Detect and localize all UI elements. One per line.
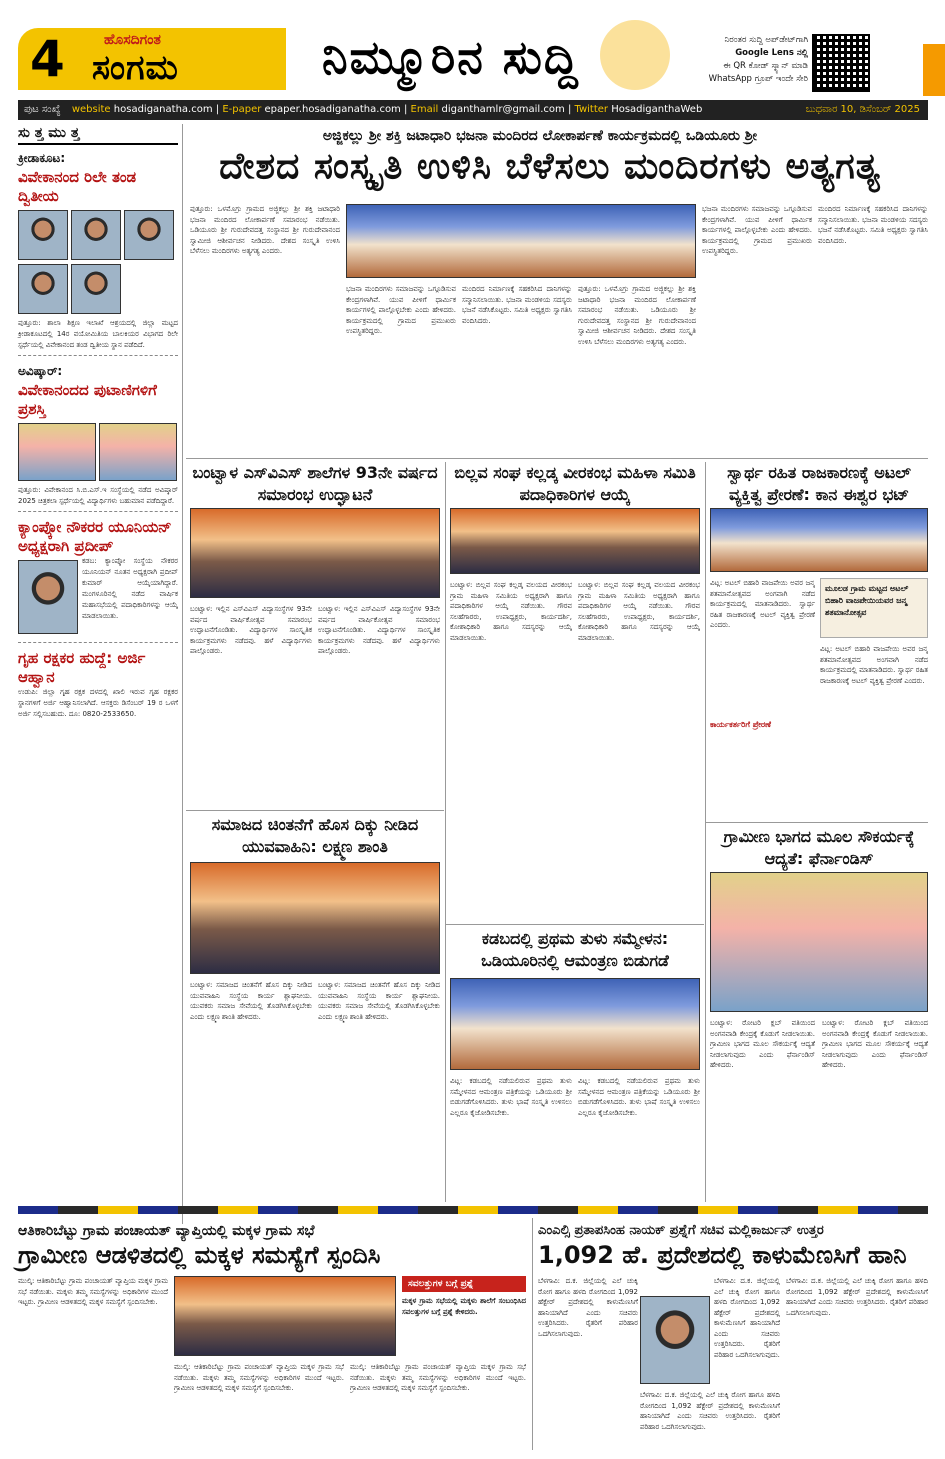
article-kicker-mla: ಎಂಎಲ್ಸಿ ಪ್ರತಾಪಸಿಂಹ ನಾಯಕ್ ಪ್ರಶ್ನೆಗೆ ಸಚಿವ ಮಲ್ಲಿಕಾರ್ಜುನ್ ಉತ್ತರ: [538, 1223, 824, 1238]
qr-code-icon[interactable]: [812, 34, 870, 92]
article-title: ಗೃಹ ರಕ್ಷಕರ ಹುದ್ದೆ: ಅರ್ಜಿ ಆಹ್ವಾನ: [18, 649, 146, 686]
twitter-label: Twitter: [574, 104, 609, 115]
row-divider: [446, 924, 704, 925]
left-column: [18, 124, 178, 1224]
article-title: ವಿವೇಕಾನಂದ ರಿಲೇ ತಂಡ ದ್ವಿತೀಯ: [18, 168, 137, 205]
atal-subhead: ಕಾರ್ಯಕರ್ತರಿಗೆ ಪ್ರೇರಣೆ: [710, 720, 771, 729]
student-photo: [71, 264, 121, 314]
article-body-atal-col2: ವಿಟ್ಲ: ಅಟಲ್ ಬಿಹಾರಿ ವಾಜಪೇಯಿ ಅವರ ಜನ್ಮ ಶತಮಾನೋತ್ಸವದ ಅಂಗವಾಗಿ ನಡೆದ ಕಾರ್ಯಕ್ರಮದಲ್ಲಿ ಮಾತನಾಡಿದರು. ಸ್ವಾರ್ಥ ರಹಿತ ರಾಜಕಾರಣಕ್ಕೆ ಅಟಲ್ ವ್ಯಕ್ತಿತ್ವ ಪ್ರೇರಣೆ ಎಂದರು.: [820, 645, 928, 685]
samaja-photo: [190, 862, 440, 974]
article-body-grameena-col2: ಬಂಟ್ವಾಳ: ರೋಟರಿ ಕ್ಲಬ್ ವತಿಯಿಂದ ಅಂಗನವಾಡಿ ಕೇಂದ್ರಕ್ಕೆ ಕೊಡುಗೆ ನೀಡಲಾಯಿತು. ಗ್ರಾಮೀಣ ಭಾಗದ ಮೂಲ ಸೌಕರ್ಯಕ್ಕೆ ಆದ್ಯತೆ ನೀಡಲಾಗುವುದು ಎಂದು ಫೆರ್ನಾಂಡಿಸ್ ಹೇಳಿದರು.: [822, 1019, 928, 1069]
column-divider: [532, 1218, 533, 1450]
article-body-bantwal-col1: ಬಂಟ್ವಾಳ: ಇಲ್ಲಿನ ಎಸ್‌ವಿಎಸ್ ವಿದ್ಯಾಸಂಸ್ಥೆಗಳ 93ನೇ ವರ್ಷದ ವಾರ್ಷಿಕೋತ್ಸವ ಸಮಾರಂಭ ಉದ್ಘಾಟನೆಗೊಂಡಿತು. ವಿದ್ಯಾರ್ಥಿಗಳ ಸಾಂಸ್ಕೃತಿಕ ಕಾರ್ಯಕ್ರಮಗಳು ನಡೆದವು. ಹಳೆ ವಿದ್ಯಾರ್ಥಿಗಳು ಪಾಲ್ಗೊಂಡರು.: [190, 605, 312, 655]
decorative-ribbon: [18, 1206, 928, 1214]
article-body-billava-col1: ಬಂಟ್ವಾಳ: ಬಿಲ್ಲವ ಸಂಘ ಕಲ್ಲಡ್ಕ ವಲಯದ ವೀರಕಂಭ ಗ್ರಾಮ ಮಹಿಳಾ ಸಮಿತಿಯ ಅಧ್ಯಕ್ಷರಾಗಿ ಹಾಗೂ ಪದಾಧಿಕಾರಿಗಳ ಆಯ್ಕೆ ನಡೆಯಿತು. ಗೌರವ ಸಲಹೆಗಾರರು, ಉಪಾಧ್ಯಕ್ಷರು, ಕಾರ್ಯದರ್ಶಿ, ಕೋಶಾಧಿಕಾರಿ ಹಾಗೂ ಸದಸ್ಯರನ್ನು ಆಯ್ಕೆ ಮಾಡಲಾಯಿತು.: [450, 581, 572, 642]
kids-photo: [18, 423, 96, 481]
section-title: ನಿಮ್ಮೂರಿನ ಸುದ್ದಿ: [322, 30, 580, 84]
student-photo: [71, 210, 121, 260]
article-body-atal-col1: ವಿಟ್ಲ: ಅಟಲ್ ಬಿಹಾರಿ ವಾಜಪೇಯಿ ಅವರ ಜನ್ಮ ಶತಮಾನೋತ್ಸವದ ಅಂಗವಾಗಿ ನಡೆದ ಕಾರ್ಯಕ್ರಮದಲ್ಲಿ ಮಾತನಾಡಿದರು. ಸ್ವಾರ್ಥ ರಹಿತ ರಾಜಕಾರಣಕ್ಕೆ ಅಟಲ್ ವ್ಯಕ್ತಿತ್ವ ಪ್ರೇರಣೆ ಎಂದರು.: [710, 579, 815, 629]
student-photo: [124, 210, 174, 260]
lead-body-col3: ಮಂದಿರದ ನಿರ್ಮಾಣಕ್ಕೆ ಸಹಕರಿಸಿದ ದಾನಿಗಳನ್ನು ಸನ್ಮಾನಿಸಲಾಯಿತು. ಭಜನಾ ಮಂಡಳಿಯ ಸದಸ್ಯರು ಭಜನೆ ನಡೆಸಿಕೊಟ್ಟರು. ಸಮಿತಿ ಅಧ್ಯಕ್ಷರು ಸ್ವಾಗತಿಸಿ ವಂದಿಸಿದರು.: [462, 285, 572, 325]
article-body-billava-col2: ಬಂಟ್ವಾಳ: ಬಿಲ್ಲವ ಸಂಘ ಕಲ್ಲಡ್ಕ ವಲಯದ ವೀರಕಂಭ ಗ್ರಾಮ ಮಹಿಳಾ ಸಮಿತಿಯ ಅಧ್ಯಕ್ಷರಾಗಿ ಹಾಗೂ ಪದಾಧಿಕಾರಿಗಳ ಆಯ್ಕೆ ನಡೆಯಿತು. ಗೌರವ ಸಲಹೆಗಾರರು, ಉಪಾಧ್ಯಕ್ಷರು, ಕಾರ್ಯದರ್ಶಿ, ಕೋಶಾಧಿಕಾರಿ ಹಾಗೂ ಸದಸ್ಯರನ್ನು ಆಯ್ಕೆ ಮಾಡಲಾಯಿತು.: [578, 581, 700, 642]
lead-headline: ದೇಶದ ಸಂಸ್ಕೃತಿ ಉಳಿಸಿ ಬೆಳೆಸಲು ಮಂದಿರಗಳು ಅತ್ಯಗತ್ಯ: [219, 146, 881, 187]
photo-row: [18, 264, 178, 314]
article-relay: [18, 149, 178, 356]
article-body: ಉಡುಪಿ: ಜಿಲ್ಲಾ ಗೃಹ ರಕ್ಷಕ ದಳದಲ್ಲಿ ಖಾಲಿ ಇರುವ ಗೃಹ ರಕ್ಷಕರ ಸ್ಥಾನಗಳಿಗೆ ಅರ್ಜಿ ಆಹ್ವಾನಿಸಲಾಗಿದೆ. ಆಸಕ್ತರು ಡಿಸೆಂಬರ್ 19 ರ ಒಳಗೆ ಅರ್ಜಿ ಸಲ್ಲಿಸಬಹುದು. ದೂ: 0820-2533650.: [18, 688, 178, 718]
article-body: ಕಡಬ: ಕ್ಯಾಂಪ್ಕೋ ಸಂಸ್ಥೆಯ ನೌಕರರ ಯೂನಿಯನ್ ನೂತನ ಅಧ್ಯಕ್ಷರಾಗಿ ಪ್ರದೀಪ್ ಕುಮಾರ್ ಆಯ್ಕೆಯಾಗಿದ್ದಾರೆ. ಮಂಗಳೂರಿನಲ್ಲಿ ನಡೆದ ವಾರ್ಷಿಕ ಮಹಾಸಭೆಯಲ್ಲಿ ಪದಾಧಿಕಾರಿಗಳನ್ನು ಆಯ್ಕೆ ಮಾಡಲಾಯಿತು.: [82, 557, 178, 620]
article-kicker: ಅವಿಷ್ಕಾರ್:: [18, 364, 63, 378]
article-body-samaja-col1: ಬಂಟ್ವಾಳ: ಸಮಾಜದ ಚಿಂತನೆಗೆ ಹೊಸ ದಿಕ್ಕು ನೀಡಿದ ಯುವವಾಹಿನಿ ಸಂಸ್ಥೆಯ ಕಾರ್ಯ ಶ್ಲಾಘನೀಯ. ಯುವಕರು ಸಮಾಜ ಸೇವೆಯಲ್ಲಿ ತೊಡಗಿಸಿಕೊಳ್ಳಬೇಕು ಎಂದು ಲಕ್ಷ್ಮಣ ಶಾಂತಿ ಹೇಳಿದರು.: [190, 981, 312, 1021]
person-photo: [18, 560, 78, 634]
twitter-link[interactable]: HosadiganthaWeb: [611, 104, 703, 115]
article-body-gp-col2: ಮುಲ್ಕಿ: ಆತಿಕಾರಿಬೆಟ್ಟು ಗ್ರಾಮ ಪಂಚಾಯತ್ ವ್ಯಾಪ್ತಿಯ ಮಕ್ಕಳ ಗ್ರಾಮ ಸಭೆ ನಡೆಯಿತು. ಮಕ್ಕಳು ತಮ್ಮ ಸಮಸ್ಯೆಗಳನ್ನು ಅಧಿಕಾರಿಗಳ ಮುಂದೆ ಇಟ್ಟರು. ಗ್ರಾಮೀಣ ಆಡಳಿತದಲ್ಲಿ ಮಕ್ಕಳ ಸಮಸ್ಯೆಗೆ ಸ್ಪಂದಿಸಬೇಕು.: [174, 1363, 344, 1392]
masthead-orange-strip: [923, 44, 945, 96]
article-headline-atal: ಸ್ವಾರ್ಥ ರಹಿತ ರಾಜಕಾರಣಕ್ಕೆ ಅಟಲ್ ವ್ಯಕ್ತಿತ್ವ ಪ್ರೇರಣೆ: ಕಾನ ಈಶ್ವರ ಭಟ್: [727, 463, 911, 504]
lead-kicker: ಅಜ್ಜಿಕಲ್ಲು ಶ್ರೀ ಶಕ್ತಿ ಜಟಾಧಾರಿ ಭಜನಾ ಮಂದಿರದ ಲೋಕಾರ್ಪಣೆ ಕಾರ್ಯಕ್ರಮದಲ್ಲಿ ಒಡಿಯೂರು ಶ್ರೀ: [322, 128, 758, 144]
article-body-gp-col3: ಮುಲ್ಕಿ: ಆತಿಕಾರಿಬೆಟ್ಟು ಗ್ರಾಮ ಪಂಚಾಯತ್ ವ್ಯಾಪ್ತಿಯ ಮಕ್ಕಳ ಗ್ರಾಮ ಸಭೆ ನಡೆಯಿತು. ಮಕ್ಕಳು ತಮ್ಮ ಸಮಸ್ಯೆಗಳನ್ನು ಅಧಿಕಾರಿಗಳ ಮುಂದೆ ಇಟ್ಟರು. ಗ್ರಾಮೀಣ ಆಡಳಿತದಲ್ಲಿ ಮಕ್ಕಳ ಸಮಸ್ಯೆಗೆ ಸ್ಪಂದಿಸಬೇಕು.: [350, 1363, 526, 1392]
email-label: Email: [410, 104, 439, 115]
billava-photo: [450, 508, 700, 574]
gp-sidebox-body: ಮಕ್ಕಳ ಗ್ರಾಮ ಸಭೆಯಲ್ಲಿ ಮಕ್ಕಳು ಶಾಲೆಗೆ ಸಂಬಂಧಿಸಿದ ಸವಲತ್ತುಗಳ ಬಗ್ಗೆ ಪ್ರಶ್ನೆ ಕೇಳಿದರು.: [402, 1297, 526, 1316]
article-title: ಕ್ಯಾಂಪ್ಕೋ ನೌಕರರ ಯೂನಿಯನ್ ಅಧ್ಯಕ್ಷರಾಗಿ ಪ್ರದೀಪ್: [18, 518, 172, 555]
article-headline-billava: ಬಿಲ್ಲವ ಸಂಘ ಕಲ್ಲಡ್ಕ ವೀರಕಂಭ ಮಹಿಳಾ ಸಮಿತಿ ಪದಾಧಿಕಾರಿಗಳ ಆಯ್ಕೆ: [454, 463, 696, 504]
article-body-bantwal-col2: ಬಂಟ್ವಾಳ: ಇಲ್ಲಿನ ಎಸ್‌ವಿಎಸ್ ವಿದ್ಯಾಸಂಸ್ಥೆಗಳ 93ನೇ ವರ್ಷದ ವಾರ್ಷಿಕೋತ್ಸವ ಸಮಾರಂಭ ಉದ್ಘಾಟನೆಗೊಂಡಿತು. ವಿದ್ಯಾರ್ಥಿಗಳ ಸಾಂಸ್ಕೃತಿಕ ಕಾರ್ಯಕ್ರಮಗಳು ನಡೆದವು. ಹಳೆ ವಿದ್ಯಾರ್ಥಿಗಳು ಪಾಲ್ಗೊಂಡರು.: [318, 605, 440, 655]
email-link[interactable]: diganthamlr@gmail.com: [441, 104, 565, 115]
article-headline-grameena: ಗ್ರಾಮೀಣ ಭಾಗದ ಮೂಲ ಸೌಕರ್ಯಕ್ಕೆ ಆದ್ಯತೆ: ಫೆರ್ನಾಂಡಿಸ್: [723, 827, 915, 868]
article-body: ಪುತ್ತೂರು: ಶಾಲಾ ಶಿಕ್ಷಣ ಇಲಾಖೆ ಆಶ್ರಯದಲ್ಲಿ ಜಿಲ್ಲಾ ಮಟ್ಟದ ಕ್ರೀಡಾಕೂಟದಲ್ಲಿ 14ರ ವಯೋಮಿತಿಯ ಬಾಲಕಿಯರ ವಿಭಾಗದ ರಿಲೇ ಸ್ಪರ್ಧೆಯಲ್ಲಿ ವಿವೇಕಾನಂದ ತಂಡ ದ್ವಿತೀಯ ಸ್ಥಾನ ಪಡೆದಿದೆ.: [18, 319, 178, 349]
article-body: ಪುತ್ತೂರು: ವಿವೇಕಾನಂದ ಸಿ.ಬಿ.ಎಸ್.ಇ ಸಂಸ್ಥೆಯಲ್ಲಿ ನಡೆದ ಅವಿಷ್ಕಾರ್ 2025 ಚಿತ್ರಕಲಾ ಸ್ಪರ್ಧೆಯಲ್ಲಿ ವಿದ್ಯಾರ್ಥಿಗಳು ಬಹುಮಾನ ಪಡೆದಿದ್ದಾರೆ.: [18, 486, 178, 505]
brand-logo-main: ಸಂಗಮ: [92, 48, 179, 88]
lead-body-col6: ಮಂದಿರದ ನಿರ್ಮಾಣಕ್ಕೆ ಸಹಕರಿಸಿದ ದಾನಿಗಳನ್ನು ಸನ್ಮಾನಿಸಲಾಯಿತು. ಭಜನಾ ಮಂಡಳಿಯ ಸದಸ್ಯರು ಭಜನೆ ನಡೆಸಿಕೊಟ್ಟರು. ಸಮಿತಿ ಅಧ್ಯಕ್ಷರು ಸ್ವಾಗತಿಸಿ ವಂದಿಸಿದರು.: [818, 205, 928, 245]
lead-body-col1: ಪುತ್ತೂರು: ಒಳಮೊಗ್ರು ಗ್ರಾಮದ ಅಜ್ಜಿಕಲ್ಲು ಶ್ರೀ ಶಕ್ತಿ ಜಟಾಧಾರಿ ಭಜನಾ ಮಂದಿರದ ಲೋಕಾರ್ಪಣೆ ಸಮಾರಂಭ ನಡೆಯಿತು. ಒಡಿಯೂರು ಶ್ರೀ ಗುರುದೇವದತ್ತ ಸಂಸ್ಥಾನದ ಶ್ರೀ ಗುರುದೇವಾನಂದ ಸ್ವಾಮೀಜಿ ಆಶೀರ್ವಚನ ನೀಡಿದರು. ದೇಶದ ಸಂಸ್ಕೃತಿ ಉಳಿಸಿ ಬೆಳೆಸಲು ಮಂದಿರಗಳು ಅತ್ಯಗತ್ಯ ಎಂದರು.: [190, 205, 340, 255]
lead-body-col2: ಭಜನಾ ಮಂದಿರಗಳು ಸಮಾಜವನ್ನು ಒಗ್ಗೂಡಿಸುವ ಕೇಂದ್ರಗಳಾಗಿವೆ. ಯುವ ಪೀಳಿಗೆ ಧಾರ್ಮಿಕ ಕಾರ್ಯಗಳಲ್ಲಿ ಪಾಲ್ಗೊಳ್ಳಬೇಕು ಎಂದು ಹೇಳಿದರು. ಕಾರ್ಯಕ್ರಮದಲ್ಲಿ ಗ್ರಾಮದ ಪ್ರಮುಖರು ಉಪಸ್ಥಿತರಿದ್ದರು.: [346, 285, 456, 335]
article-headline-samaja: ಸಮಾಜದ ಚಿಂತನೆಗೆ ಹೊಸ ದಿಕ್ಕು ನೀಡಿದ ಯುವವಾಹಿನಿ: ಲಕ್ಷ್ಮಣ ಶಾಂತಿ: [211, 815, 419, 856]
article-body-samaja-col2: ಬಂಟ್ವಾಳ: ಸಮಾಜದ ಚಿಂತನೆಗೆ ಹೊಸ ದಿಕ್ಕು ನೀಡಿದ ಯುವವಾಹಿನಿ ಸಂಸ್ಥೆಯ ಕಾರ್ಯ ಶ್ಲಾಘನೀಯ. ಯುವಕರು ಸಮಾಜ ಸೇವೆಯಲ್ಲಿ ತೊಡಗಿಸಿಕೊಳ್ಳಬೇಕು ಎಂದು ಲಕ್ಷ್ಮಣ ಶಾಂತಿ ಹೇಳಿದರು.: [318, 981, 440, 1021]
bantwal-photo: [190, 508, 440, 598]
qr-caption-line: Google Lens ನಲ್ಲಿ: [735, 48, 808, 58]
row-divider: [706, 822, 928, 823]
sun-icon: [600, 20, 670, 90]
info-bar: ಪುಟ ಸಂಖ್ಯೆ website hosadiganatha.com | E-paper epaper.hosadiganatha.com | Email diganthamlr@gmail.com | Twitter HosadiganthaWeb ಬುಧವಾರ 10, ಡಿಸೆಂಬರ್ 2025: [18, 100, 928, 120]
column-divider: [182, 124, 183, 1224]
article-body-mla-col1: ಬೆಳಗಾವಿ: ದ.ಕ. ಜಿಲ್ಲೆಯಲ್ಲಿ ಎಲೆ ಚುಕ್ಕಿ ರೋಗ ಹಾಗೂ ಹಳದಿ ರೋಗದಿಂದ 1,092 ಹೆಕ್ಟೇರ್ ಪ್ರದೇಶದಲ್ಲಿ ಕಾಳುಮೆಣಸಿಗೆ ಹಾನಿಯಾಗಿದೆ ಎಂದು ಸಚಿವರು ಉತ್ತರಿಸಿದರು. ರೈತರಿಗೆ ಪರಿಹಾರ ಒದಗಿಸಲಾಗುವುದು.: [538, 1277, 638, 1338]
epaper-link[interactable]: epaper.hosadiganatha.com: [264, 104, 401, 115]
kadaba-photo: [450, 978, 700, 1070]
row-divider: [186, 458, 928, 459]
website-label: website: [71, 104, 111, 115]
photo-row: [18, 423, 178, 481]
website-link[interactable]: hosadiganatha.com: [113, 104, 213, 115]
page-label: ಪುಟ ಸಂಖ್ಯೆ: [24, 104, 61, 115]
article-body-kadaba-col2: ವಿಟ್ಲ: ಕಡಬದಲ್ಲಿ ನಡೆಯಲಿರುವ ಪ್ರಥಮ ತುಳು ಸಮ್ಮೇಳನದ ಆಮಂತ್ರಣ ಪತ್ರಿಕೆಯನ್ನು ಒಡಿಯೂರು ಶ್ರೀ ಬಿಡುಗಡೆಗೊಳಿಸಿದರು. ತುಳು ಭಾಷೆ ಸಂಸ್ಕೃತಿ ಉಳಿಸಲು ಎಲ್ಲರೂ ಕೈಜೋಡಿಸಬೇಕು.: [578, 1077, 700, 1117]
masthead: [0, 0, 945, 100]
minister-photo: [640, 1296, 710, 1384]
article-title: ವಿವೇಕಾನಂದದ ಪುಟಾಣಿಗಳಿಗೆ ಪ್ರಶಸ್ತಿ: [18, 381, 157, 418]
row-divider: [186, 810, 444, 811]
article-body-gp-col1: ಮುಲ್ಕಿ: ಆತಿಕಾರಿಬೆಟ್ಟು ಗ್ರಾಮ ಪಂಚಾಯತ್ ವ್ಯಾಪ್ತಿಯ ಮಕ್ಕಳ ಗ್ರಾಮ ಸಭೆ ನಡೆಯಿತು. ಮಕ್ಕಳು ತಮ್ಮ ಸಮಸ್ಯೆಗಳನ್ನು ಅಧಿಕಾರಿಗಳ ಮುಂದೆ ಇಟ್ಟರು. ಗ್ರಾಮೀಣ ಆಡಳಿತದಲ್ಲಿ ಮಕ್ಕಳ ಸಮಸ್ಯೆಗೆ ಸ್ಪಂದಿಸಬೇಕು.: [18, 1277, 168, 1306]
atal-sidebox: ಮೂಲಡ ಗ್ರಾಮ ಮಟ್ಟದ ಅಟಲ್ ಬಿಹಾರಿ ವಾಜಪೇಯಿಯವರ ಜನ್ಮ ಶತಮಾನೋತ್ಸವ: [820, 578, 928, 638]
issue-date: ಬುಧವಾರ 10, ಡಿಸೆಂಬರ್ 2025: [805, 104, 920, 115]
article-headline-gp: ಗ್ರಾಮೀಣ ಆಡಳಿತದಲ್ಲಿ ಮಕ್ಕಳ ಸಮಸ್ಯೆಗೆ ಸ್ಪಂದಿಸಿ: [18, 1241, 381, 1269]
article-body-mla-col2: ಬೆಳಗಾವಿ: ದ.ಕ. ಜಿಲ್ಲೆಯಲ್ಲಿ ಎಲೆ ಚುಕ್ಕಿ ರೋಗ ಹಾಗೂ ಹಳದಿ ರೋಗದಿಂದ 1,092 ಹೆಕ್ಟೇರ್ ಪ್ರದೇಶದಲ್ಲಿ ಕಾಳುಮೆಣಸಿಗೆ ಹಾನಿಯಾಗಿದೆ ಎಂದು ಸಚಿವರು ಉತ್ತರಿಸಿದರು. ರೈತರಿಗೆ ಪರಿಹಾರ ಒದಗಿಸಲಾಗುವುದು.: [640, 1391, 780, 1431]
epaper-label: E-paper: [222, 104, 262, 115]
lead-photo: [346, 204, 696, 278]
article-body-kadaba-col1: ವಿಟ್ಲ: ಕಡಬದಲ್ಲಿ ನಡೆಯಲಿರುವ ಪ್ರಥಮ ತುಳು ಸಮ್ಮೇಳನದ ಆಮಂತ್ರಣ ಪತ್ರಿಕೆಯನ್ನು ಒಡಿಯೂರು ಶ್ರೀ ಬಿಡುಗಡೆಗೊಳಿಸಿದರು. ತುಳು ಭಾಷೆ ಸಂಸ್ಕೃತಿ ಉಳಿಸಲು ಎಲ್ಲರೂ ಕೈಜೋಡಿಸಬೇಕು.: [450, 1077, 572, 1117]
gp-sidebox-title: ಸವಲತ್ತುಗಳ ಬಗ್ಗೆ ಪ್ರಶ್ನೆ: [402, 1276, 526, 1292]
article-body-mla-col4: ಬೆಳಗಾವಿ: ದ.ಕ. ಜಿಲ್ಲೆಯಲ್ಲಿ ಎಲೆ ಚುಕ್ಕಿ ರೋಗ ಹಾಗೂ ಹಳದಿ ರೋಗದಿಂದ 1,092 ಹೆಕ್ಟೇರ್ ಪ್ರದೇಶದಲ್ಲಿ ಕಾಳುಮೆಣಸಿಗೆ ಹಾನಿಯಾಗಿದೆ ಎಂದು ಸಚಿವರು ಉತ್ತರಿಸಿದರು. ರೈತರಿಗೆ ಪರಿಹಾರ ಒದಗಿಸಲಾಗುವುದು.: [786, 1277, 928, 1317]
qr-caption-line: ಈ QR ಕೋಡ್ ಸ್ಕ್ಯಾನ್ ಮಾಡಿ: [723, 61, 808, 71]
student-photo: [18, 210, 68, 260]
article-kicker-gp: ಆತಿಕಾರಿಬೆಟ್ಟು ಗ್ರಾಮ ಪಂಚಾಯತ್ ವ್ಯಾಪ್ತಿಯಲ್ಲಿ ಮಕ್ಕಳ ಗ್ರಾಮ ಸಭೆ: [18, 1223, 315, 1239]
grameena-photo: [710, 872, 928, 1012]
brand-logo-top: ಹೊಸದಿಗಂತ: [104, 32, 161, 48]
article-campco: [18, 518, 178, 643]
student-photo: [18, 264, 68, 314]
page-number: 4: [30, 30, 65, 88]
article-headline-bantwal: ಬಂಟ್ವಾಳ ಎಸ್‌ವಿಎಸ್ ಶಾಲೆಗಳ 93ನೇ ವರ್ಷದ ಸಮಾರಂಭ ಉದ್ಘಾಟನೆ: [192, 463, 438, 504]
photo-row: [18, 210, 178, 260]
article-kicker: ಕ್ರೀಡಾಕೂಟ:: [18, 151, 66, 165]
qr-caption-line: ನಿರಂತರ ಸುದ್ದಿ ಅಪ್‌ಡೇಟ್‌ಗಾಗಿ: [724, 35, 808, 45]
kids-photo: [99, 423, 177, 481]
qr-caption: [698, 34, 808, 86]
qr-caption-line: WhatsApp ಗ್ರೂಪ್ ಇಂದೇ ಸೇರಿ: [708, 74, 808, 84]
atal-photo: [710, 508, 928, 572]
left-column-masthead: ಸು ತ್ತ ಮು ತ್ತ: [18, 124, 178, 145]
gp-photo: [174, 1276, 396, 1356]
article-body-mla-col3: ಬೆಳಗಾವಿ: ದ.ಕ. ಜಿಲ್ಲೆಯಲ್ಲಿ ಎಲೆ ಚುಕ್ಕಿ ರೋಗ ಹಾಗೂ ಹಳದಿ ರೋಗದಿಂದ 1,092 ಹೆಕ್ಟೇರ್ ಪ್ರದೇಶದಲ್ಲಿ ಕಾಳುಮೆಣಸಿಗೆ ಹಾನಿಯಾಗಿದೆ ಎಂದು ಸಚಿವರು ಉತ್ತರಿಸಿದರು. ರೈತರಿಗೆ ಪರಿಹಾರ ಒದಗಿಸಲಾಗುವುದು.: [714, 1277, 780, 1359]
lead-body-col5: ಭಜನಾ ಮಂದಿರಗಳು ಸಮಾಜವನ್ನು ಒಗ್ಗೂಡಿಸುವ ಕೇಂದ್ರಗಳಾಗಿವೆ. ಯುವ ಪೀಳಿಗೆ ಧಾರ್ಮಿಕ ಕಾರ್ಯಗಳಲ್ಲಿ ಪಾಲ್ಗೊಳ್ಳಬೇಕು ಎಂದು ಹೇಳಿದರು. ಕಾರ್ಯಕ್ರಮದಲ್ಲಿ ಗ್ರಾಮದ ಪ್ರಮುಖರು ಉಪಸ್ಥಿತರಿದ್ದರು.: [702, 205, 812, 255]
column-divider: [445, 462, 446, 1202]
article-headline-mla: 1,092 ಹೆ. ಪ್ರದೇಶದಲ್ಲಿ ಕಾಳುಮೆಣಸಿಗೆ ಹಾನಿ: [538, 1241, 907, 1269]
article-headline-kadaba: ಕಡಬದಲ್ಲಿ ಪ್ರಥಮ ತುಳು ಸಮ್ಮೇಳನ: ಒಡಿಯೂರಿನಲ್ಲಿ ಆಮಂತ್ರಣ ಬಿಡುಗಡೆ: [481, 929, 669, 970]
lead-body-col4: ಪುತ್ತೂರು: ಒಳಮೊಗ್ರು ಗ್ರಾಮದ ಅಜ್ಜಿಕಲ್ಲು ಶ್ರೀ ಶಕ್ತಿ ಜಟಾಧಾರಿ ಭಜನಾ ಮಂದಿರದ ಲೋಕಾರ್ಪಣೆ ಸಮಾರಂಭ ನಡೆಯಿತು. ಒಡಿಯೂರು ಶ್ರೀ ಗುರುದೇವದತ್ತ ಸಂಸ್ಥಾನದ ಶ್ರೀ ಗುರುದೇವಾನಂದ ಸ್ವಾಮೀಜಿ ಆಶೀರ್ವಚನ ನೀಡಿದರು. ದೇಶದ ಸಂಸ್ಕೃತಿ ಉಳಿಸಿ ಬೆಳೆಸಲು ಮಂದಿರಗಳು ಅತ್ಯಗತ್ಯ ಎಂದರು.: [578, 285, 696, 346]
article-avishkar: [18, 362, 178, 512]
column-divider: [705, 462, 706, 1202]
article-body-grameena-col1: ಬಂಟ್ವಾಳ: ರೋಟರಿ ಕ್ಲಬ್ ವತಿಯಿಂದ ಅಂಗನವಾಡಿ ಕೇಂದ್ರಕ್ಕೆ ಕೊಡುಗೆ ನೀಡಲಾಯಿತು. ಗ್ರಾಮೀಣ ಭಾಗದ ಮೂಲ ಸೌಕರ್ಯಕ್ಕೆ ಆದ್ಯತೆ ನೀಡಲಾಗುವುದು ಎಂದು ಫೆರ್ನಾಂಡಿಸ್ ಹೇಳಿದರು.: [710, 1019, 815, 1069]
article-home-guard: [18, 649, 178, 724]
